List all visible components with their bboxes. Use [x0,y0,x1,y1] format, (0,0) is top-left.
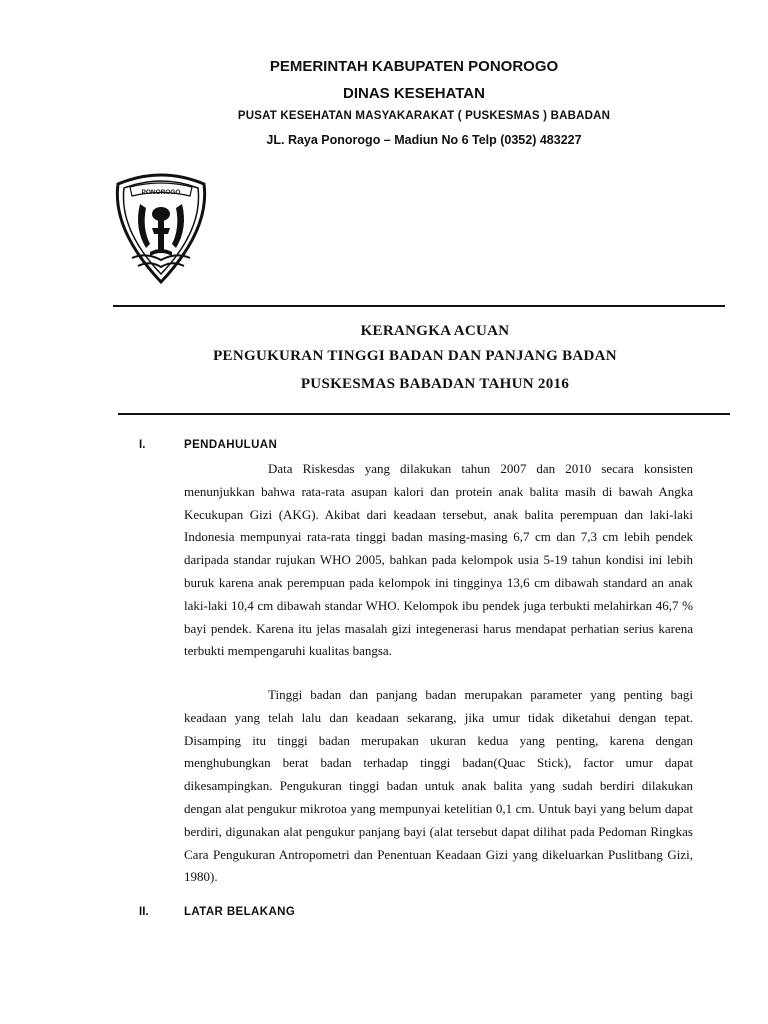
paragraph-text: Tinggi badan dan panjang badan merupakan parameter yang penting bagi keadaan yang telah lalu dan keadaan sekarang, jika umur tidak diketahui dengan tepat. Disamping itu tinggi badan merupakan ukuran kedua yang penting, karena dengan menghubungkan berat badan terhadap tinggi badan(Quac Stick), factor umur dapat dikesampingkan. Pengukuran tinggi badan untuk anak balita yang sudah berdiri dilakukan dengan alat pengukur mikrotoa yang mempunyai ketelitian 0,1 cm. Untuk bayi yang belum dapat berdiri, digunakan alat pengukur panjang bayi (alat tersebut dapat dilihat pada Pedoman Ringkas Cara Pengukuran Antropometri dan Penentuan Keadaan Gizi yang dikeluarkan Puslitbang Gizi, 1980). [184,687,693,885]
title-divider [118,413,730,415]
letterhead-divider [113,305,725,307]
emblem-text: PONOROGO [141,189,181,196]
document-subtitle: PENGUKURAN TINGGI BADAN DAN PANJANG BADAN [213,348,617,364]
document-title: KERANGKA ACUAN [360,323,510,339]
section-1-paragraph-2 [184,684,693,889]
paragraph-text: Data Riskesdas yang dilakukan tahun 2007 dan 2010 secara konsisten menunjukkan bahwa rata-rata asupan kalori dan protein anak balita masih di bawah Angka Kecukupan Gizi (AKG). Akibat dari keadaan tersebut, anak balita perempuan dan laki-laki Indonesia mempunyai rata-rata tinggi badan masing-masing 6,7 cm dan 7,3 cm lebih pendek daripada standar rujukan WHO 2005, bahkan pada kelompok usia 5-19 tahun kondisi ini lebih buruk karena anak perempuan pada kelompok ini tingginya 13,6 cm dibawah standard an anak laki-laki 10,4 cm dibawah standar WHO. Kelompok ibu pendek juga terbukti melahirkan 46,7 % bayi pendek. Karena itu jelas masalah gizi integenerasi harus mendapat perhatian serius karena terbukti mempengaruhi kualitas bangsa. [184,461,693,659]
section-1-number: I. [139,439,146,451]
letterhead-institution: PUSAT KESEHATAN MASYAKARAKAT ( PUSKESMAS ) BABADAN [237,110,611,122]
ponorogo-regency-emblem-icon [110,170,212,286]
section-2-heading: LATAR BELAKANG [184,906,296,918]
letterhead-department: DINAS KESEHATAN [343,85,485,102]
section-1-paragraph-1 [184,458,693,663]
document-subtitle-year: PUSKESMAS BABADAN TAHUN 2016 [300,376,570,392]
letterhead-address: JL. Raya Ponorogo – Madiun No 6 Telp (0352) 483227 [266,133,582,147]
section-2-number: II. [139,906,149,918]
letterhead-government: PEMERINTAH KABUPATEN PONOROGO [269,58,559,75]
section-1-heading: PENDAHULUAN [184,439,278,451]
